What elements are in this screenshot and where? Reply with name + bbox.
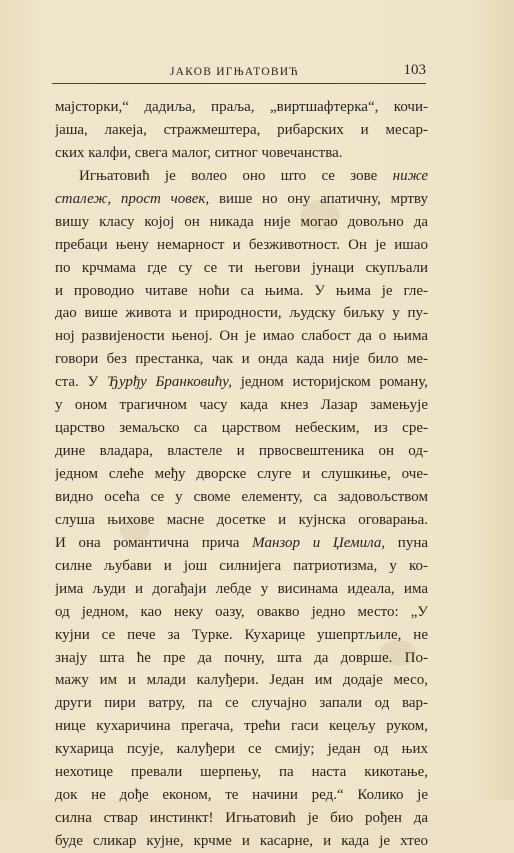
text-line: и проводио читаве ноћи са њима. У њима је гле- <box>55 282 428 299</box>
text-line: буде сликар кујне, крчме и касарне, и када је хтео <box>55 833 428 849</box>
text-line: јима људи и догађаји лебде у висинама идеала, има <box>55 580 428 597</box>
text-line: слуша њихове масне досетке и кујнска оговарања. <box>55 511 428 528</box>
text-line: ста. У Ђурђу Бранковићу, једном историјском роману, <box>55 374 428 391</box>
text-line: други пири ватру, па се случајно запали од вар- <box>55 695 428 712</box>
text-line: Игњатовић је волео оно што се зове ниже <box>79 167 428 184</box>
text-line: ских калфи, свега малог, ситног човечанства. <box>55 144 343 161</box>
text-line: мажу им и млади калуђери. Један им додаје месо, <box>55 672 428 689</box>
text-line: говори без престанка, чак и онда када није било ме- <box>55 351 428 368</box>
page-number: 103 <box>403 62 426 78</box>
page-header <box>52 62 426 82</box>
text-line: дине владара, властеле и првосвештеника он од- <box>55 443 428 460</box>
text-line: док не дође економ, те начини ред.“ Колико је <box>55 787 428 804</box>
text-line: од једном, као неку оазу, овакво једно место: „У <box>55 603 428 620</box>
text-line: нехотице превали шерпењу, па наста кикотање, <box>55 764 428 781</box>
text-line: у оном трагичном часу када кнез Лазар замењује <box>55 397 428 414</box>
text-line: сталеж, прост човек, више но ону апатичну, мртву <box>55 190 428 207</box>
text-line: силна ствар инстинкт! Игњатовић је био рођен да <box>55 810 428 827</box>
text-line: једном слеће међу дворске слуге и слушкиње, оче- <box>55 466 428 482</box>
running-title: ЈАКОВ ИГЊАТОВИЋ <box>170 66 299 78</box>
text-line: нице кухаричина прегача, трећи гаси кецељу руком, <box>55 718 428 735</box>
text-line: И она романтична прича Манзор и Џемила, пуна <box>55 534 428 551</box>
text-line: видно осећа се у своме елементу, са задовољством <box>55 488 428 505</box>
text-line: вишу класу којој он никада није могао довољно да <box>55 213 428 230</box>
text-line: јаша, лакеја, стражмештера, рибарских и месар- <box>55 121 428 138</box>
text-line: по крчмама где су се ти његови јунаци скупљали <box>55 259 428 276</box>
text-line: пребаци њену немарност и безживотност. Он је ишао <box>55 236 428 253</box>
text-line: кухарица псује, калуђери се смију; један од њих <box>55 741 428 758</box>
header-rule <box>52 83 426 84</box>
text-line: дао више живота и природности, људску биљку у пу- <box>55 305 428 322</box>
text-line: кујни се пече за Турке. Кухарице ушепртљиле, не <box>55 626 428 643</box>
text-line: знају шта ће пре да почну, шта да доврше. По- <box>55 649 428 666</box>
text-line: силне љубави и још силнијега патриотизма, у ко- <box>55 557 428 574</box>
text-line: ној развијености њеној. Он је имао слабост да о њима <box>55 328 428 345</box>
body-text <box>55 96 428 853</box>
text-line: мајсторки,“ дадиља, праља, „виртшафтерка“, кочи- <box>55 99 428 115</box>
text-line: царство земаљско са царством небеским, из сре- <box>55 420 428 437</box>
